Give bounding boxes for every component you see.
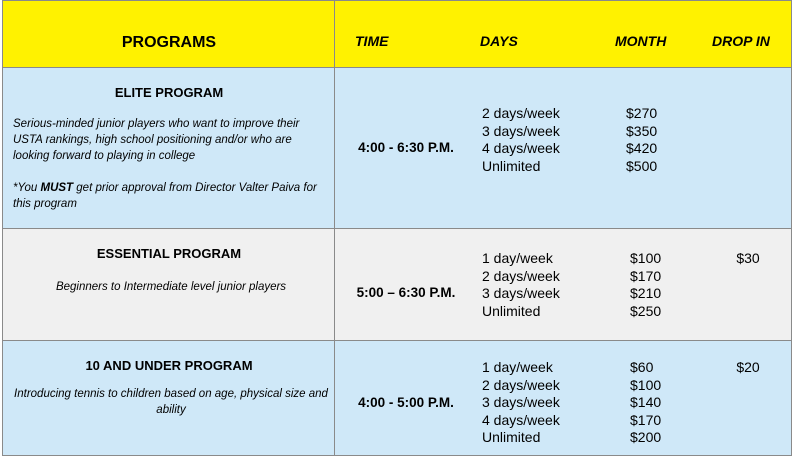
essential-prices-list xyxy=(630,250,661,320)
days-option: 4 days/week xyxy=(482,411,560,428)
elite-days-list xyxy=(482,105,560,175)
monthly-price: $170 xyxy=(630,411,662,428)
ten-under-program-title: 10 AND UNDER PROGRAM xyxy=(85,358,253,373)
days-option: 3 days/week xyxy=(482,285,560,301)
monthly-price: $140 xyxy=(630,394,662,410)
monthly-price: $350 xyxy=(626,122,658,139)
days-option: 2 days/week xyxy=(482,376,560,393)
ten-under-prices-list xyxy=(630,359,661,447)
note-emphasis: MUST xyxy=(40,182,74,194)
monthly-price: $170 xyxy=(630,267,662,284)
days-option: 2 days/week xyxy=(482,105,560,121)
elite-program-title: ELITE PROGRAM xyxy=(114,85,224,100)
elite-approval-note xyxy=(13,180,329,212)
monthly-price: $60 xyxy=(630,359,654,375)
essential-program-title: ESSENTIAL PROGRAM xyxy=(96,246,242,261)
monthly-price: $100 xyxy=(630,376,662,393)
elite-time: 4:00 - 6:30 P.M. xyxy=(358,140,454,155)
header-time: TIME xyxy=(355,33,389,49)
essential-program-description: Beginners to Intermediate level junior players xyxy=(55,281,287,293)
note-suffix: get prior approval from Director Valter Paiva for this program xyxy=(13,182,317,210)
monthly-price: $250 xyxy=(630,302,662,319)
header-programs: PROGRAMS xyxy=(121,34,217,51)
monthly-price: $200 xyxy=(630,429,662,445)
elite-prices-list xyxy=(626,105,657,175)
ten-under-time: 4:00 - 5:00 P.M. xyxy=(358,395,454,410)
note-prefix: *You xyxy=(13,182,41,194)
monthly-price: $100 xyxy=(630,250,662,266)
days-option: Unlimited xyxy=(482,429,541,445)
days-option: 4 days/week xyxy=(482,140,560,156)
days-option: 1 day/week xyxy=(482,250,553,266)
days-option: 3 days/week xyxy=(482,394,560,410)
header-month: MONTH xyxy=(615,33,667,49)
monthly-price: $500 xyxy=(626,157,658,174)
ten-under-days-list xyxy=(482,359,560,447)
monthly-price: $270 xyxy=(626,105,658,121)
days-option: Unlimited xyxy=(482,157,541,174)
essential-time: 5:00 – 6:30 P.M. xyxy=(356,285,456,300)
days-option: 1 day/week xyxy=(482,359,553,375)
days-option: Unlimited xyxy=(482,302,541,319)
monthly-price: $420 xyxy=(626,140,658,156)
ten-under-program-description: Introducing tennis to children based on age, physical size and ability xyxy=(14,388,328,416)
elite-program-row xyxy=(2,67,792,229)
header-days: DAYS xyxy=(480,33,518,49)
monthly-price: $210 xyxy=(630,285,662,301)
days-option: 2 days/week xyxy=(482,267,560,284)
ten-under-drop-in: $20 xyxy=(736,359,760,375)
essential-days-list xyxy=(482,250,560,320)
elite-program-description: Serious-minded junior players who want to improve their USTA rankings, high school positioning and/or who are looking forward to playing in college xyxy=(13,118,300,162)
ten-under-program-row xyxy=(2,340,792,456)
essential-drop-in: $30 xyxy=(736,250,760,266)
days-option: 3 days/week xyxy=(482,122,560,139)
essential-program-row xyxy=(2,228,792,341)
header-row xyxy=(2,0,792,68)
header-drop-in: DROP IN xyxy=(712,33,770,49)
